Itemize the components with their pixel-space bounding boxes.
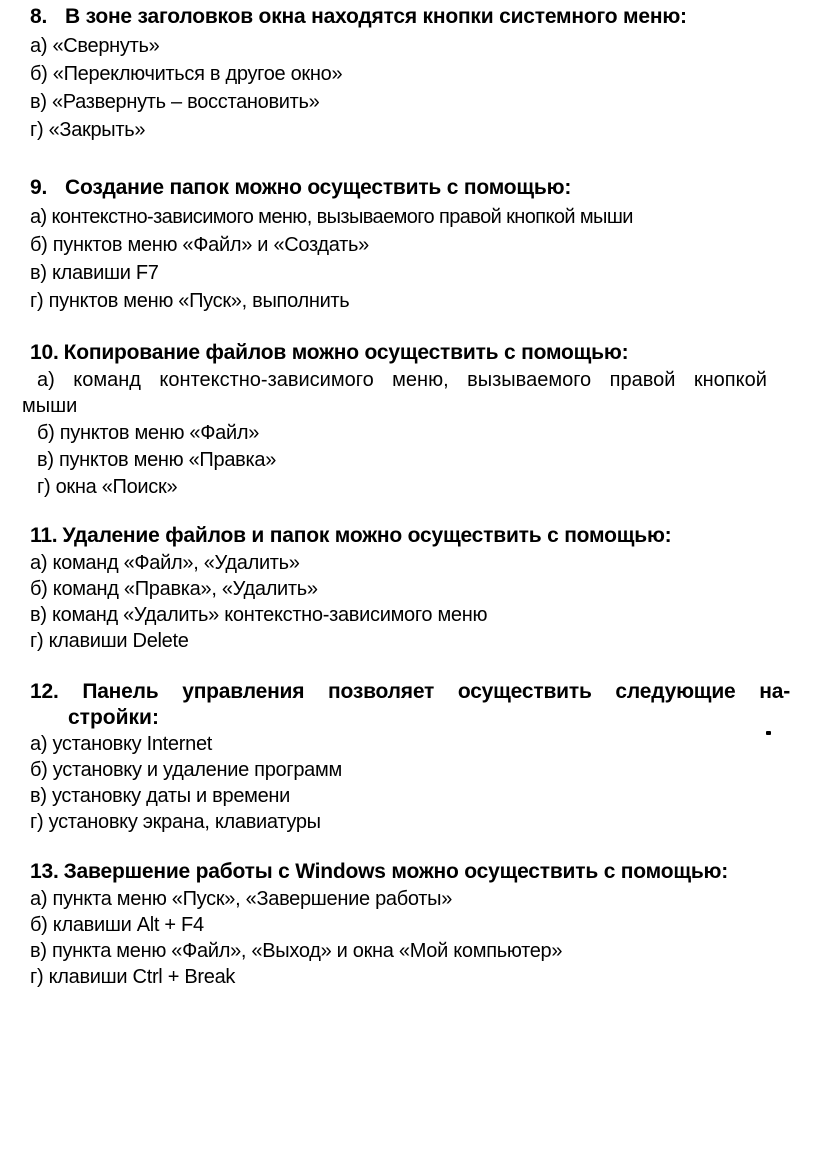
answer-option: г) клавиши Delete [30,630,189,652]
word: команд [73,369,141,391]
question-number: 8. [30,5,48,28]
answer-option: в) пунктов меню «Правка» [37,449,277,471]
answer-option: а) установку Internet [30,733,213,755]
word: вызываемого [467,369,592,391]
question-number: 11. [30,524,58,547]
answer-option: б) клавиши Alt + F4 [30,914,204,936]
answer-option: в) пункта меню «Файл», «Выход» и окна «Мой компьютер» [30,940,563,962]
question-number: 9. [30,176,48,199]
word: следующие [615,680,736,703]
question-text: Копирование файлов можно осуществить с помощью: [63,341,629,364]
word: осуществить [457,680,592,703]
answer-option: а) контекстно-зависимого меню, вызываемого правой кнопкой мыши [30,206,633,228]
question-title [30,4,687,30]
answer-option: г) пунктов меню «Пуск», выполнить [30,290,350,312]
answer-option: б) установку и удаление программ [30,759,342,781]
word: управления [182,680,305,703]
answer-option-a [37,367,767,393]
answer-option: б) пунктов меню «Файл» и «Создать» [30,234,369,256]
word: Панель [82,680,159,703]
word: кнопкой [693,369,767,391]
word: а) [37,369,55,391]
question-text: Создание папок можно осуществить с помощью: [65,176,572,199]
word: меню, [392,369,449,391]
answer-option: б) пунктов меню «Файл» [37,422,260,444]
answer-option: в) клавиши F7 [30,262,159,284]
word: правой [609,369,676,391]
answer-option: г) окна «Поиск» [37,476,178,498]
answer-option: в) установку даты и времени [30,785,291,807]
question-title-line2: стройки: [68,706,159,729]
question-title [30,859,728,885]
question-number: 13. [30,860,59,883]
answer-option: в) команд «Удалить» контекстно-зависимого меню [30,604,488,626]
answer-option: б) команд «Правка», «Удалить» [30,578,318,600]
answer-option: б) «Переключиться в другое окно» [30,63,343,85]
answer-option: а) пункта меню «Пуск», «Завершение работы» [30,888,453,910]
question-text: В зоне заголовков окна находятся кнопки системного меню: [65,5,687,28]
answer-option: г) установку экрана, клавиатуры [30,811,321,833]
answer-option: а) «Свернуть» [30,35,160,57]
answer-option-continuation: мыши [22,395,78,417]
question-title-line1 [30,679,790,705]
question-text: Удаление файлов и папок можно осуществить с помощью: [62,524,672,547]
answer-option: г) клавиши Ctrl + Break [30,966,236,988]
question-title [30,175,571,201]
question-title [30,340,628,366]
answer-option: а) команд «Файл», «Удалить» [30,552,300,574]
word: на- [759,680,790,703]
answer-option: в) «Развернуть – восстановить» [30,91,320,113]
question-number: 12. [30,680,59,703]
question-text: Завершение работы с Windows можно осуществить с помощью: [63,860,729,883]
word: контекстно-зависимого [159,369,374,391]
question-number: 10. [30,341,59,364]
answer-option: г) «Закрыть» [30,119,146,141]
word: позволяет [328,680,435,703]
question-title [30,523,671,549]
scan-speck [766,731,771,735]
